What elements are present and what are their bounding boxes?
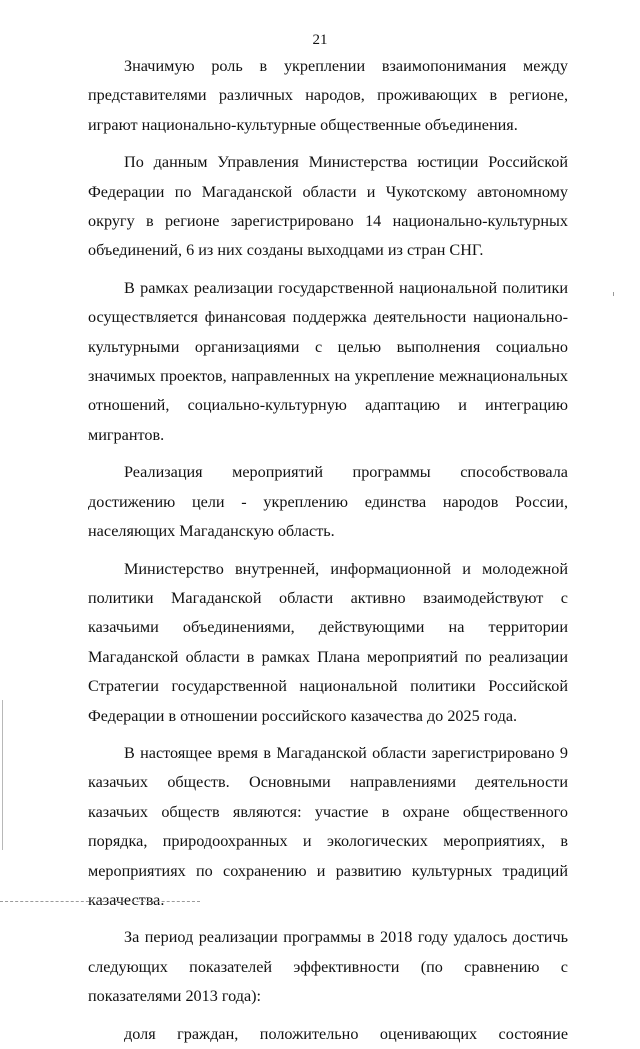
paragraph: Министерство внутренней, информационной и молодежной политики Магаданской области активно взаимодействуют с казачьими объединениями, действующими на территории Магаданской области в рамках Плана мероприятий по реализации Стратегии государственной национальной политики Российской Федерации в отношении российского казачества до 2025 года. (88, 559, 568, 725)
paragraph: По данным Управления Министерства юстиции Российской Федерации по Магаданской области и Чукотскому автономному округу в регионе зарегистрировано 14 национально-культурных объединений, 6 из них созданы выходцами из стран СНГ. (88, 153, 568, 260)
paragraph: За период реализации программы в 2018 году удалось достичь следующих показателей эффективности (по сравнению с показателями 2013 года): (88, 928, 568, 1006)
scan-edge-mark (2, 700, 3, 850)
document-body (88, 52, 568, 1049)
paragraph: Реализация мероприятий программы способствовала достижению цели - укреплению единства народов России, населяющих Магаданскую область. (88, 463, 568, 541)
page-number: 21 (312, 32, 328, 48)
scan-mark (613, 292, 614, 296)
scan-bottom-mark (0, 901, 200, 903)
paragraph: Значимую роль в укреплении взаимопонимания между представителями различных народов, проживающих в регионе, играют национально-культурные общественные объединения. (88, 57, 568, 134)
paragraph: доля граждан, положительно оценивающих состояние (124, 1024, 568, 1043)
paragraph: В рамках реализации государственной национальной политики осуществляется финансовая поддержка деятельности национально-культурными организациями с целью выполнения социально значимых проектов, направленных на укрепление межнациональных отношений, социально-культурную адаптацию и интеграцию мигрантов. (88, 278, 568, 444)
paragraph: В настоящее время в Магаданской области зарегистрировано 9 казачьих обществ. Основными направлениями деятельности казачьих обществ являются: участие в охране общественного порядка, природоохранных и экологических мероприятиях, в мероприятиях по сохранению и развитию культурных традиций казачества. (88, 743, 568, 909)
